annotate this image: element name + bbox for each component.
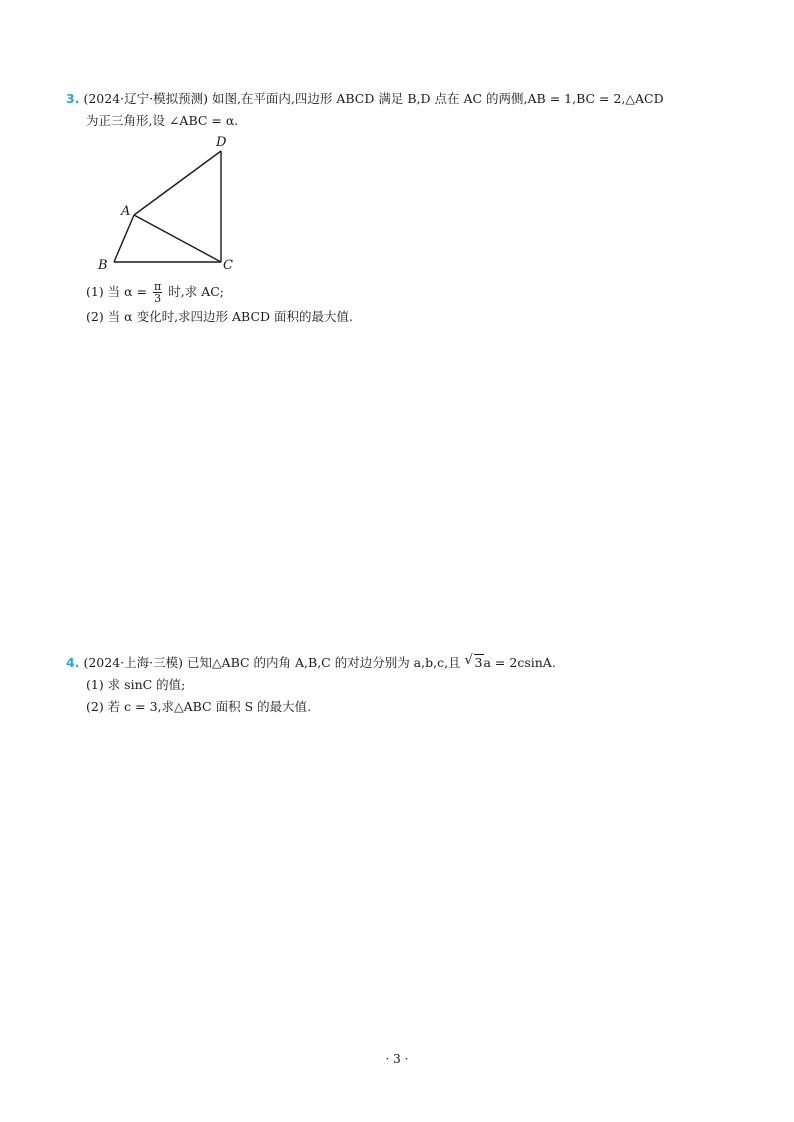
problem-3 bbox=[66, 88, 736, 132]
problem-4 bbox=[66, 652, 736, 718]
segment-AC bbox=[134, 215, 221, 262]
problem-4-question-1: (1) 求 sinC 的值; bbox=[86, 677, 186, 692]
problem-4-number: 4. bbox=[66, 655, 80, 670]
fraction-numerator: π bbox=[154, 280, 162, 293]
problem-3-question-2: (2) 当 α 变化时,求四边形 ABCD 面积的最大值. bbox=[86, 309, 353, 324]
fraction-denominator: 3 bbox=[154, 292, 162, 305]
vertex-label-A: A bbox=[121, 204, 131, 219]
q1-suffix: 时,求 AC; bbox=[168, 284, 224, 299]
problem-3-line2: 为正三角形,设 ∠ABC = α. bbox=[86, 113, 239, 128]
problem-3-text-line1: (2024·辽宁·模拟预测) 如图,在平面内,四边形 ABCD 满足 B,D 点在 AC 的两侧,AB = 1,BC = 2,△ACD bbox=[83, 91, 664, 106]
sqrt-symbol: √ 3 bbox=[464, 653, 483, 670]
problem-3-question-1 bbox=[66, 278, 736, 306]
vertex-label-D: D bbox=[216, 135, 227, 150]
fraction-pi-over-3 bbox=[153, 281, 162, 304]
segment-DA bbox=[134, 151, 221, 215]
problem-4-text-prefix: (2024·上海·三模) 已知△ABC 的内角 A,B,C 的对边分别为 a,b,c,且 bbox=[83, 655, 461, 670]
problem-3-line1 bbox=[66, 88, 736, 110]
quadrilateral-figure bbox=[92, 130, 252, 275]
q1-prefix: (1) 当 α = bbox=[86, 284, 148, 299]
segment-AB bbox=[114, 215, 134, 262]
problem-4-line1 bbox=[66, 652, 736, 674]
problem-3-number: 3. bbox=[66, 91, 80, 106]
page-number: · 3 · bbox=[385, 1052, 409, 1066]
problem-4-text-suffix: a = 2csinA. bbox=[483, 655, 556, 670]
vertex-label-B: B bbox=[98, 258, 108, 273]
vertex-label-C: C bbox=[223, 258, 233, 273]
problem-4-question-2: (2) 若 c = 3,求△ABC 面积 S 的最大值. bbox=[86, 699, 312, 714]
problem-3-questions bbox=[66, 278, 736, 328]
sqrt-radicand: 3 bbox=[474, 655, 483, 670]
